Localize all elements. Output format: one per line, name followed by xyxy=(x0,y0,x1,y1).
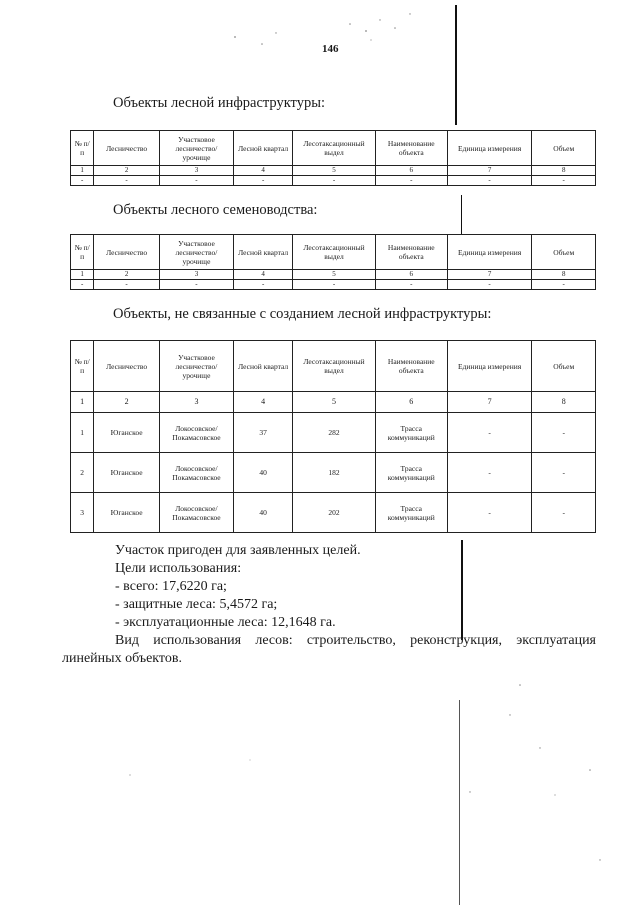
table-header-row xyxy=(71,235,596,270)
area-total: - всего: 17,6220 га; xyxy=(115,579,227,594)
col-header-district: Участковое лесничество/ урочище xyxy=(159,131,233,166)
table-row xyxy=(71,413,596,453)
col-header-volume: Объем xyxy=(532,235,596,270)
table-cell: Локосовское/ Покамасовское xyxy=(159,413,233,453)
table-cell: 37 xyxy=(233,413,292,453)
table-cell: Юганское xyxy=(94,453,160,493)
section-title-non-infrastructure: Объекты, не связанные с созданием лесной инфраструктуры: xyxy=(113,306,492,322)
col-header-allotment: Лесотаксационный выдел xyxy=(293,341,376,392)
col-header-unit: Единица измерения xyxy=(447,131,532,166)
col-header-object-name: Наименование объекта xyxy=(375,235,447,270)
purposes-label: Цели использования: xyxy=(115,561,242,576)
table-row xyxy=(71,280,596,290)
col-header-volume: Объем xyxy=(532,131,596,166)
column-number: 4 xyxy=(233,392,292,413)
column-number: 3 xyxy=(159,166,233,176)
conclusion-block xyxy=(62,542,596,668)
column-number: 8 xyxy=(532,166,596,176)
column-number: 5 xyxy=(293,166,376,176)
column-number: 2 xyxy=(94,270,160,280)
table-cell: 1 xyxy=(71,413,94,453)
table-cell: 282 xyxy=(293,413,376,453)
table-cell: - xyxy=(71,176,94,186)
column-number: 1 xyxy=(71,166,94,176)
table-cell: - xyxy=(293,176,376,186)
table-cell: 40 xyxy=(233,493,292,533)
table-row xyxy=(71,453,596,493)
area-operational: - эксплуатационные леса: 12,1648 га. xyxy=(115,615,336,630)
table-cell: - xyxy=(159,280,233,290)
column-number: 6 xyxy=(375,392,447,413)
table-cell: 202 xyxy=(293,493,376,533)
col-header-num: № п/п xyxy=(71,131,94,166)
binding-line-top xyxy=(455,5,457,125)
col-header-num: № п/п xyxy=(71,341,94,392)
col-header-forestry: Лесничество xyxy=(94,131,160,166)
col-header-district: Участковое лесничество/ урочище xyxy=(159,341,233,392)
col-header-num: № п/п xyxy=(71,235,94,270)
table-cell: - xyxy=(94,280,160,290)
table-seed-production xyxy=(70,234,596,290)
table-cell: Юганское xyxy=(94,413,160,453)
section-title-infrastructure: Объекты лесной инфраструктуры: xyxy=(113,95,325,111)
table-cell: - xyxy=(532,413,596,453)
column-number: 1 xyxy=(71,270,94,280)
table-infrastructure xyxy=(70,130,596,186)
table-cell: - xyxy=(447,453,532,493)
table-cell: Локосовское/ Покамасовское xyxy=(159,493,233,533)
col-header-district: Участковое лесничество/ урочище xyxy=(159,235,233,270)
col-header-quarter: Лесной квартал xyxy=(233,131,292,166)
table-cell: Трасса коммуникаций xyxy=(375,493,447,533)
page-number: 146 xyxy=(322,43,339,55)
table-cell: - xyxy=(94,176,160,186)
suitability-statement: Участок пригоден для заявленных целей. xyxy=(115,543,361,558)
column-number: 6 xyxy=(375,166,447,176)
col-header-object-name: Наименование объекта xyxy=(375,131,447,166)
table-cell: - xyxy=(233,176,292,186)
table-cell: - xyxy=(532,280,596,290)
column-number: 8 xyxy=(532,392,596,413)
col-header-unit: Единица измерения xyxy=(447,341,532,392)
binding-line-bottom xyxy=(459,700,460,905)
col-header-allotment: Лесотаксационный выдел xyxy=(293,131,376,166)
binding-line-mid xyxy=(461,195,462,235)
table-cell: - xyxy=(447,280,532,290)
column-number: 3 xyxy=(159,392,233,413)
table-cell: - xyxy=(293,280,376,290)
col-header-quarter: Лесной квартал xyxy=(233,235,292,270)
table-cell: Локосовское/ Покамасовское xyxy=(159,453,233,493)
column-number: 7 xyxy=(447,392,532,413)
table-cell: - xyxy=(447,493,532,533)
table-cell: 2 xyxy=(71,453,94,493)
table-header-row xyxy=(71,131,596,166)
table-cell: - xyxy=(447,413,532,453)
column-number: 3 xyxy=(159,270,233,280)
col-header-unit: Единица измерения xyxy=(447,235,532,270)
column-number: 7 xyxy=(447,166,532,176)
col-header-allotment: Лесотаксационный выдел xyxy=(293,235,376,270)
table-cell: - xyxy=(532,453,596,493)
table-cell: 40 xyxy=(233,453,292,493)
column-number: 7 xyxy=(447,270,532,280)
table-row xyxy=(71,493,596,533)
column-number: 5 xyxy=(293,392,376,413)
table-cell: - xyxy=(71,280,94,290)
table-header-row xyxy=(71,341,596,392)
column-number: 2 xyxy=(94,392,160,413)
column-number: 4 xyxy=(233,166,292,176)
area-protective: - защитные леса: 5,4572 га; xyxy=(115,597,278,612)
table-column-number-row xyxy=(71,166,596,176)
table-cell: - xyxy=(532,493,596,533)
table-cell: 182 xyxy=(293,453,376,493)
table-non-infrastructure xyxy=(70,340,596,533)
table-column-number-row xyxy=(71,270,596,280)
table-cell: Трасса коммуникаций xyxy=(375,453,447,493)
table-cell: - xyxy=(233,280,292,290)
col-header-forestry: Лесничество xyxy=(94,341,160,392)
col-header-object-name: Наименование объекта xyxy=(375,341,447,392)
section-title-seed-production: Объекты лесного семеноводства: xyxy=(113,202,318,218)
col-header-volume: Объем xyxy=(532,341,596,392)
col-header-forestry: Лесничество xyxy=(94,235,160,270)
table-row xyxy=(71,176,596,186)
column-number: 8 xyxy=(532,270,596,280)
column-number: 1 xyxy=(71,392,94,413)
column-number: 4 xyxy=(233,270,292,280)
table-column-number-row xyxy=(71,392,596,413)
table-cell: - xyxy=(159,176,233,186)
table-cell: Юганское xyxy=(94,493,160,533)
table-cell: - xyxy=(375,280,447,290)
table-cell: Трасса коммуникаций xyxy=(375,413,447,453)
table-cell: - xyxy=(532,176,596,186)
usage-type-line2: линейных объектов. xyxy=(62,651,182,666)
column-number: 2 xyxy=(94,166,160,176)
table-cell: - xyxy=(375,176,447,186)
table-cell: 3 xyxy=(71,493,94,533)
table-cell: - xyxy=(447,176,532,186)
column-number: 6 xyxy=(375,270,447,280)
usage-type-line1: Вид использования лесов: строительство, реконструкция, эксплуатация xyxy=(115,633,596,648)
col-header-quarter: Лесной квартал xyxy=(233,341,292,392)
column-number: 5 xyxy=(293,270,376,280)
